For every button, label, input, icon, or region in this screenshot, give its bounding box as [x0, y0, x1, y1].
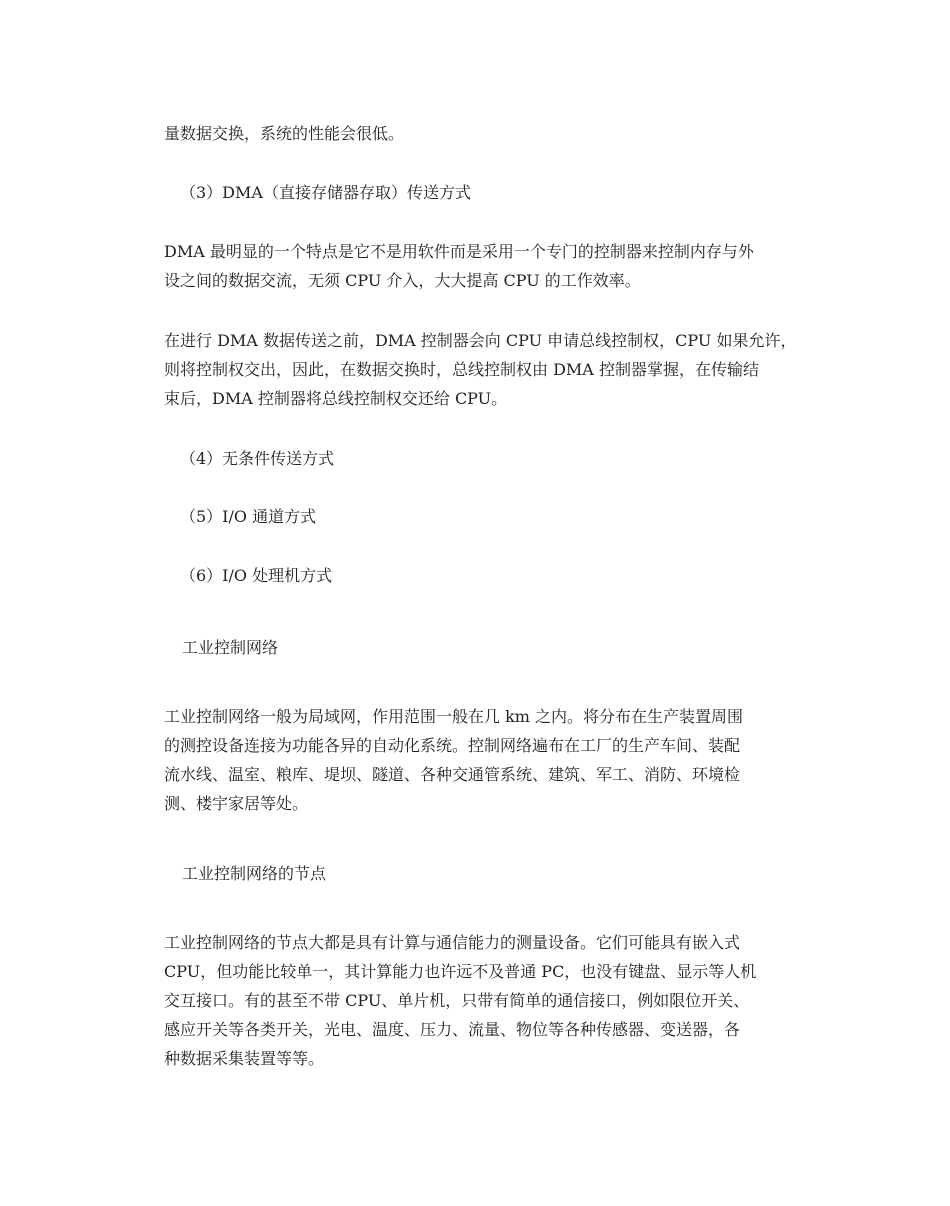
list-item-dma-method	[180, 178, 802, 207]
text-line: （5）I/O 通道方式	[180, 507, 317, 526]
text-line: 感应开关等各类开关，光电、温度、压力、流量、物位等各种传感器、变送器，各	[164, 1020, 741, 1039]
text-line: （6）I/O 处理机方式	[180, 566, 333, 585]
text-line: 工业控制网络	[182, 638, 279, 657]
text-line: DMA 最明显的一个特点是它不是用软件而是采用一个专门的控制器来控制内存与外	[164, 242, 754, 261]
section-heading-network	[182, 633, 804, 662]
paragraph-dma-feature	[164, 237, 786, 295]
text-line: CPU，但功能比较单一，其计算能力也许远不及普通 PC，也没有键盘、显示等人机	[164, 962, 757, 981]
text-line: 工业控制网络的节点	[182, 864, 327, 883]
text-line: 在进行 DMA 数据传送之前，DMA 控制器会向 CPU 申请总线控制权，CPU 如果允许，	[164, 331, 797, 350]
list-item-unconditional	[180, 444, 802, 473]
text-line: 设之间的数据交流，无须 CPU 介入，大大提高 CPU 的工作效率。	[164, 271, 641, 290]
text-line: 量数据交换，系统的性能会很低。	[164, 124, 405, 143]
text-line: 的测控设备连接为功能各异的自动化系统。控制网络遍布在工厂的生产车间、装配	[164, 736, 741, 755]
paragraph-continuation	[164, 119, 786, 148]
paragraph-network	[164, 702, 786, 818]
text-line: 工业控制网络一般为局域网，作用范围一般在几 km 之内。将分布在生产装置周围	[164, 707, 744, 726]
text-line: 测、楼宇家居等处。	[164, 794, 309, 813]
list-item-io-channel	[180, 502, 802, 531]
text-line: （3）DMA（直接存储器存取）传送方式	[180, 183, 471, 202]
section-heading-nodes	[182, 859, 804, 888]
text-line: 种数据采集装置等等。	[164, 1049, 325, 1068]
text-line: 工业控制网络的节点大都是具有计算与通信能力的测量设备。它们可能具有嵌入式	[164, 933, 741, 952]
text-line: 流水线、温室、粮库、堤坝、隧道、各种交通管系统、建筑、军工、消防、环境检	[164, 765, 741, 784]
text-line: 交互接口。有的甚至不带 CPU、单片机，只带有简单的通信接口，例如限位开关、	[164, 991, 750, 1010]
text-line: （4）无条件传送方式	[180, 449, 335, 468]
paragraph-nodes	[164, 928, 786, 1073]
text-line: 束后，DMA 控制器将总线控制权交还给 CPU。	[164, 389, 508, 408]
text-line: 则将控制权交出，因此，在数据交换时，总线控制权由 DMA 控制器掌握，在传输结	[164, 360, 759, 379]
list-item-io-processor	[180, 561, 802, 590]
paragraph-dma-bus-control	[164, 326, 797, 413]
